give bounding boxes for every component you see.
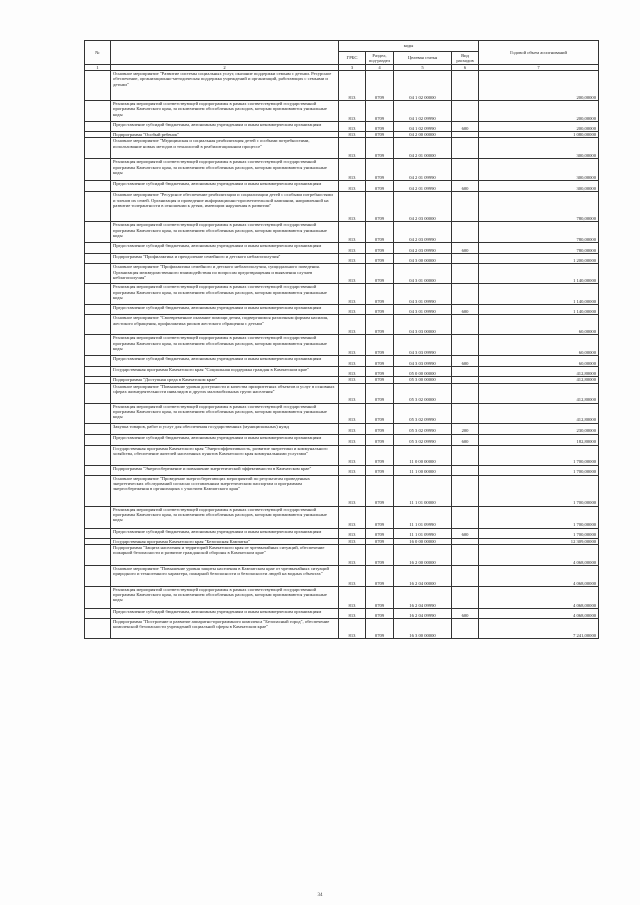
row-target-article-cell: 04 2 00 00000 bbox=[394, 132, 452, 138]
col-number: 2 bbox=[111, 65, 339, 71]
row-num-cell bbox=[85, 403, 111, 423]
row-razdel-cell: 0709 bbox=[366, 565, 394, 586]
row-sum-cell: 4 068,00000 bbox=[479, 565, 599, 586]
row-expense-type-cell bbox=[452, 222, 479, 243]
row-razdel-cell: 0709 bbox=[366, 181, 394, 192]
row-razdel-cell: 0709 bbox=[366, 383, 394, 403]
row-target-article-cell: 11 1 01 09990 bbox=[394, 506, 452, 528]
col-number: 7 bbox=[479, 65, 599, 71]
row-razdel-cell: 0709 bbox=[366, 475, 394, 506]
row-grbs-cell: 813 bbox=[339, 315, 366, 335]
row-razdel-cell: 0709 bbox=[366, 101, 394, 122]
row-razdel-cell: 0709 bbox=[366, 335, 394, 356]
table-row bbox=[85, 192, 599, 222]
row-name-cell: Предоставление субсидий бюджетным, автономным учреждениям и иным некоммерческим организациям bbox=[111, 305, 339, 315]
row-name-cell: Предоставление субсидий бюджетным, автономным учреждениям и иным некоммерческим организациям bbox=[111, 356, 339, 367]
row-num-cell bbox=[85, 475, 111, 506]
table-row bbox=[85, 101, 599, 122]
header-grbs: ГРБС bbox=[339, 52, 366, 65]
row-grbs-cell: 813 bbox=[339, 305, 366, 315]
row-num-cell bbox=[85, 383, 111, 403]
header-vid: Вид расходов bbox=[452, 52, 479, 65]
row-grbs-cell: 813 bbox=[339, 608, 366, 618]
row-sum-cell: 1 700,00000 bbox=[479, 445, 599, 465]
table-row bbox=[85, 138, 599, 159]
row-num-cell bbox=[85, 222, 111, 243]
row-expense-type-cell bbox=[452, 284, 479, 305]
row-sum-cell: 1 700,00000 bbox=[479, 528, 599, 538]
row-grbs-cell: 813 bbox=[339, 159, 366, 181]
row-num-cell bbox=[85, 305, 111, 315]
row-sum-cell: 200,00000 bbox=[479, 71, 599, 101]
row-sum-cell: 780,00000 bbox=[479, 243, 599, 254]
row-grbs-cell: 813 bbox=[339, 538, 366, 544]
row-num-cell bbox=[85, 528, 111, 538]
header-num: № bbox=[85, 41, 111, 65]
row-expense-type-cell bbox=[452, 254, 479, 264]
row-target-article-cell: 04 3 01 09990 bbox=[394, 305, 452, 315]
row-target-article-cell: 16 2 00 00000 bbox=[394, 544, 452, 565]
table-row bbox=[85, 284, 599, 305]
row-target-article-cell: 16 2 04 00000 bbox=[394, 565, 452, 586]
row-name-cell: Реализация мероприятий соответствующей подпрограммы в рамках соответствующей государственной программы Камчатского края, за исключением обособленных расходов, которым присваиваются уникальные коды bbox=[111, 403, 339, 423]
row-name-cell: Предоставление субсидий бюджетным, автономным учреждениям и иным некоммерческим организациям bbox=[111, 122, 339, 132]
row-razdel-cell: 0709 bbox=[366, 159, 394, 181]
row-razdel-cell: 0709 bbox=[366, 544, 394, 565]
row-expense-type-cell bbox=[452, 264, 479, 284]
row-name-cell: Подпрограмма "Особый ребенок" bbox=[111, 132, 339, 138]
row-num-cell bbox=[85, 506, 111, 528]
row-expense-type-cell bbox=[452, 445, 479, 465]
row-num-cell bbox=[85, 159, 111, 181]
col-number: 4 bbox=[366, 65, 394, 71]
row-name-cell: Предоставление субсидий бюджетным, автономным учреждениям и иным некоммерческим организациям bbox=[111, 528, 339, 538]
row-num-cell bbox=[85, 284, 111, 305]
row-sum-cell: 300,00000 bbox=[479, 159, 599, 181]
table-row bbox=[85, 618, 599, 638]
row-razdel-cell: 0709 bbox=[366, 71, 394, 101]
row-razdel-cell: 0709 bbox=[366, 356, 394, 367]
table-row bbox=[85, 434, 599, 445]
row-num-cell bbox=[85, 423, 111, 434]
row-name-cell: Государственная программа Камчатского края "Энергоэффективность, развитие энергетики и коммунального хозяйства, обеспечение жителей населенных пунктов Камчатского края коммунальными услугами" bbox=[111, 445, 339, 465]
header-razdel: Раздел, под-раздел bbox=[366, 52, 394, 65]
table-row bbox=[85, 243, 599, 254]
row-target-article-cell: 05 0 00 00000 bbox=[394, 367, 452, 377]
row-target-article-cell: 05 3 02 09990 bbox=[394, 434, 452, 445]
table-row bbox=[85, 403, 599, 423]
row-name-cell: Реализация мероприятий соответствующей подпрограммы в рамках соответствующей государственной программы Камчатского края, за исключением обособленных расходов, которым присваиваются уникальные коды bbox=[111, 335, 339, 356]
row-expense-type-cell bbox=[452, 465, 479, 475]
row-expense-type-cell bbox=[452, 565, 479, 586]
row-razdel-cell: 0709 bbox=[366, 608, 394, 618]
row-num-cell bbox=[85, 264, 111, 284]
header-name bbox=[111, 41, 339, 65]
row-razdel-cell: 0709 bbox=[366, 284, 394, 305]
header-celevaya: Целевая статья bbox=[394, 52, 452, 65]
row-target-article-cell: 04 2 03 09990 bbox=[394, 243, 452, 254]
row-expense-type-cell: 600 bbox=[452, 122, 479, 132]
row-target-article-cell: 04 2 01 00000 bbox=[394, 138, 452, 159]
row-grbs-cell: 813 bbox=[339, 181, 366, 192]
row-sum-cell: 412,80000 bbox=[479, 403, 599, 423]
header-annual-volume: Годовой объем ассигнований bbox=[479, 41, 599, 65]
row-sum-cell: 12 309,00000 bbox=[479, 538, 599, 544]
row-expense-type-cell: 200 bbox=[452, 423, 479, 434]
row-num-cell bbox=[85, 586, 111, 608]
row-num-cell bbox=[85, 101, 111, 122]
row-grbs-cell: 813 bbox=[339, 528, 366, 538]
table-row bbox=[85, 423, 599, 434]
row-name-cell: Реализация мероприятий соответствующей подпрограммы в рамках соответствующей государственной программы Камчатского края, за исключением обособленных расходов, которым присваиваются уникальные коды bbox=[111, 284, 339, 305]
row-sum-cell: 60,00000 bbox=[479, 356, 599, 367]
row-expense-type-cell bbox=[452, 403, 479, 423]
row-name-cell: Предоставление субсидий бюджетным, автономным учреждениям и иным некоммерческим организациям bbox=[111, 608, 339, 618]
row-razdel-cell: 0709 bbox=[366, 528, 394, 538]
row-sum-cell: 1 140,00000 bbox=[479, 264, 599, 284]
row-target-article-cell: 05 3 02 00000 bbox=[394, 383, 452, 403]
table-row bbox=[85, 335, 599, 356]
row-target-article-cell: 04 2 01 09990 bbox=[394, 181, 452, 192]
row-target-article-cell: 04 1 02 09990 bbox=[394, 122, 452, 132]
row-expense-type-cell bbox=[452, 138, 479, 159]
table-row bbox=[85, 181, 599, 192]
row-razdel-cell: 0709 bbox=[366, 423, 394, 434]
row-expense-type-cell bbox=[452, 159, 479, 181]
row-grbs-cell: 813 bbox=[339, 264, 366, 284]
col-number: 6 bbox=[452, 65, 479, 71]
row-num-cell bbox=[85, 565, 111, 586]
row-expense-type-cell bbox=[452, 506, 479, 528]
row-name-cell: Основное мероприятие "Повышение уровня доступности и качества приоритетных объектов и услуг в основных сферах жизнедеятельности инвалидов и других маломобильных групп населения" bbox=[111, 383, 339, 403]
table-row bbox=[85, 544, 599, 565]
row-sum-cell: 7 241,00000 bbox=[479, 618, 599, 638]
row-razdel-cell: 0709 bbox=[366, 305, 394, 315]
row-grbs-cell: 813 bbox=[339, 367, 366, 377]
row-num-cell bbox=[85, 465, 111, 475]
row-target-article-cell: 16 2 04 09990 bbox=[394, 608, 452, 618]
table-row bbox=[85, 445, 599, 465]
row-num-cell bbox=[85, 367, 111, 377]
row-razdel-cell: 0709 bbox=[366, 254, 394, 264]
row-grbs-cell: 813 bbox=[339, 243, 366, 254]
row-razdel-cell: 0709 bbox=[366, 192, 394, 222]
table-row bbox=[85, 506, 599, 528]
row-num-cell bbox=[85, 192, 111, 222]
row-num-cell bbox=[85, 335, 111, 356]
row-target-article-cell: 11 1 00 00000 bbox=[394, 465, 452, 475]
row-target-article-cell: 04 2 03 09990 bbox=[394, 222, 452, 243]
row-target-article-cell: 04 2 03 00000 bbox=[394, 192, 452, 222]
row-name-cell: Основное мероприятие "Развитие системы социальных услуг, оказание поддержки семьям с детьми. Ресурсное обеспечение, организационно-методическая поддержка учреждений и организаций, работающих с семьями и детьми" bbox=[111, 71, 339, 101]
row-name-cell: Реализация мероприятий соответствующей подпрограммы в рамках соответствующей государственной программы Камчатского края, за исключением обособленных расходов, которым присваиваются уникальные коды bbox=[111, 506, 339, 528]
table-row bbox=[85, 565, 599, 586]
row-sum-cell: 780,00000 bbox=[479, 222, 599, 243]
table-row bbox=[85, 475, 599, 506]
row-num-cell bbox=[85, 254, 111, 264]
row-grbs-cell: 813 bbox=[339, 254, 366, 264]
row-expense-type-cell bbox=[452, 101, 479, 122]
row-razdel-cell: 0709 bbox=[366, 377, 394, 383]
row-grbs-cell: 813 bbox=[339, 506, 366, 528]
row-num-cell bbox=[85, 243, 111, 254]
row-grbs-cell: 813 bbox=[339, 192, 366, 222]
row-name-cell: Предоставление субсидий бюджетным, автономным учреждениям и иным некоммерческим организациям bbox=[111, 243, 339, 254]
row-grbs-cell: 813 bbox=[339, 222, 366, 243]
row-target-article-cell: 05 3 02 09990 bbox=[394, 423, 452, 434]
table-row bbox=[85, 122, 599, 132]
row-razdel-cell: 0709 bbox=[366, 222, 394, 243]
row-expense-type-cell bbox=[452, 383, 479, 403]
row-grbs-cell: 813 bbox=[339, 423, 366, 434]
row-target-article-cell: 04 3 01 09990 bbox=[394, 284, 452, 305]
row-name-cell: Реализация мероприятий соответствующей подпрограммы в рамках соответствующей государственной программы Камчатского края, за исключением обособленных расходов, которым присваиваются уникальные коды bbox=[111, 586, 339, 608]
row-grbs-cell: 813 bbox=[339, 403, 366, 423]
row-sum-cell: 4 068,00000 bbox=[479, 586, 599, 608]
row-razdel-cell: 0709 bbox=[366, 538, 394, 544]
header-codes: коды bbox=[339, 41, 479, 52]
row-expense-type-cell: 600 bbox=[452, 434, 479, 445]
row-name-cell: Государственная программа Камчатского края "Социальная поддержка граждан в Камчатском крае" bbox=[111, 367, 339, 377]
row-grbs-cell: 813 bbox=[339, 122, 366, 132]
table-row bbox=[85, 608, 599, 618]
col-number: 3 bbox=[339, 65, 366, 71]
row-razdel-cell: 0709 bbox=[366, 243, 394, 254]
row-name-cell: Реализация мероприятий соответствующей подпрограммы в рамках соответствующей государственной программы Камчатского края, за исключением обособленных расходов, которым присваиваются уникальные коды bbox=[111, 101, 339, 122]
row-expense-type-cell bbox=[452, 544, 479, 565]
row-target-article-cell: 04 1 02 00000 bbox=[394, 71, 452, 101]
row-sum-cell: 182,80000 bbox=[479, 434, 599, 445]
row-grbs-cell: 813 bbox=[339, 445, 366, 465]
row-num-cell bbox=[85, 618, 111, 638]
table-row bbox=[85, 264, 599, 284]
row-sum-cell: 300,00000 bbox=[479, 138, 599, 159]
row-name-cell: Подпрограмма "Защита населения и территорий Камчатского края от чрезвычайных ситуаций, обеспечение пожарной безопасности и развитие гражданской обороны в Камчатском крае" bbox=[111, 544, 339, 565]
row-razdel-cell: 0709 bbox=[366, 586, 394, 608]
row-num-cell bbox=[85, 138, 111, 159]
row-expense-type-cell bbox=[452, 335, 479, 356]
row-name-cell: Подпрограмма "Доступная среда в Камчатском крае" bbox=[111, 377, 339, 383]
row-name-cell: Подпрограмма "Энергосбережение и повышение энергетической эффективности в Камчатском крае" bbox=[111, 465, 339, 475]
row-target-article-cell: 16 3 00 00000 bbox=[394, 618, 452, 638]
row-target-article-cell: 04 3 03 00000 bbox=[394, 315, 452, 335]
row-grbs-cell: 813 bbox=[339, 138, 366, 159]
row-expense-type-cell bbox=[452, 192, 479, 222]
row-num-cell bbox=[85, 608, 111, 618]
row-target-article-cell: 16 2 04 09990 bbox=[394, 586, 452, 608]
row-sum-cell: 780,00000 bbox=[479, 192, 599, 222]
row-razdel-cell: 0709 bbox=[366, 132, 394, 138]
col-number: 5 bbox=[394, 65, 452, 71]
row-grbs-cell: 813 bbox=[339, 618, 366, 638]
row-num-cell bbox=[85, 71, 111, 101]
row-expense-type-cell: 600 bbox=[452, 305, 479, 315]
row-sum-cell: 1 140,00000 bbox=[479, 284, 599, 305]
row-razdel-cell: 0709 bbox=[366, 445, 394, 465]
row-num-cell bbox=[85, 122, 111, 132]
row-razdel-cell: 0709 bbox=[366, 618, 394, 638]
row-grbs-cell: 813 bbox=[339, 132, 366, 138]
row-grbs-cell: 813 bbox=[339, 544, 366, 565]
row-razdel-cell: 0709 bbox=[366, 138, 394, 159]
table-row bbox=[85, 367, 599, 377]
row-sum-cell: 300,00000 bbox=[479, 181, 599, 192]
row-grbs-cell: 813 bbox=[339, 434, 366, 445]
row-expense-type-cell bbox=[452, 618, 479, 638]
row-expense-type-cell bbox=[452, 315, 479, 335]
row-num-cell bbox=[85, 544, 111, 565]
row-razdel-cell: 0709 bbox=[366, 264, 394, 284]
row-target-article-cell: 04 3 03 09990 bbox=[394, 356, 452, 367]
row-name-cell: Реализация мероприятий соответствующей подпрограммы в рамках соответствующей государственной программы Камчатского края, за исключением обособленных расходов, которым присваиваются уникальные коды bbox=[111, 222, 339, 243]
row-name-cell: Подпрограмма "Профилактика и преодоление семейного и детского неблагополучия" bbox=[111, 254, 339, 264]
row-grbs-cell: 813 bbox=[339, 284, 366, 305]
row-name-cell: Основное мероприятие "Медицинская и социальная реабилитация детей с особыми потребностями, использование новых методов и технологий в реабилитационном процессе" bbox=[111, 138, 339, 159]
row-num-cell bbox=[85, 315, 111, 335]
row-razdel-cell: 0709 bbox=[366, 367, 394, 377]
row-expense-type-cell: 600 bbox=[452, 356, 479, 367]
row-grbs-cell: 813 bbox=[339, 475, 366, 506]
table-row bbox=[85, 159, 599, 181]
table-row bbox=[85, 254, 599, 264]
row-num-cell bbox=[85, 181, 111, 192]
row-expense-type-cell: 600 bbox=[452, 243, 479, 254]
row-grbs-cell: 813 bbox=[339, 586, 366, 608]
page-number: 34 bbox=[317, 893, 323, 898]
row-name-cell: Основное мероприятие "Своевременное оказание помощи детям, подвергшимся различным формам насилия, жестокого обращения, профилактика рисков жестокого обращения с детьми" bbox=[111, 315, 339, 335]
row-sum-cell: 230,00000 bbox=[479, 423, 599, 434]
row-target-article-cell: 04 3 01 00000 bbox=[394, 264, 452, 284]
row-num-cell bbox=[85, 445, 111, 465]
row-expense-type-cell bbox=[452, 475, 479, 506]
row-target-article-cell: 05 3 02 09990 bbox=[394, 403, 452, 423]
table-header-row bbox=[85, 41, 599, 52]
row-razdel-cell: 0709 bbox=[366, 434, 394, 445]
table-row bbox=[85, 528, 599, 538]
row-grbs-cell: 813 bbox=[339, 101, 366, 122]
row-name-cell: Закупка товаров, работ и услуг для обеспечения государственных (муниципальных) нужд bbox=[111, 423, 339, 434]
row-name-cell: Государственная программа Камчатского края "Безопасная Камчатка" bbox=[111, 538, 339, 544]
table-row bbox=[85, 71, 599, 101]
row-expense-type-cell bbox=[452, 367, 479, 377]
row-grbs-cell: 813 bbox=[339, 377, 366, 383]
budget-table bbox=[84, 40, 599, 639]
row-sum-cell: 1 700,00000 bbox=[479, 475, 599, 506]
row-name-cell: Основное мероприятие "Повышение уровня защиты населения в Камчатском крае от чрезвычайных ситуаций природного и техногенного характера, пожарной безопасности и безопасности людей на водных объектах" bbox=[111, 565, 339, 586]
row-name-cell: Подпрограмма "Построение и развитие аппаратно-программного комплекса "Безопасный город", обеспечение комплексной безопасности учреждений социальной сферы в Камчатском крае" bbox=[111, 618, 339, 638]
row-grbs-cell: 813 bbox=[339, 465, 366, 475]
row-name-cell: Предоставление субсидий бюджетным, автономным учреждениям и иным некоммерческим организациям bbox=[111, 434, 339, 445]
row-sum-cell: 412,80000 bbox=[479, 367, 599, 377]
row-expense-type-cell bbox=[452, 586, 479, 608]
row-razdel-cell: 0709 bbox=[366, 403, 394, 423]
row-expense-type-cell: 600 bbox=[452, 608, 479, 618]
row-sum-cell: 1 200,00000 bbox=[479, 254, 599, 264]
row-grbs-cell: 813 bbox=[339, 383, 366, 403]
row-sum-cell: 412,80000 bbox=[479, 383, 599, 403]
col-number: 1 bbox=[85, 65, 111, 71]
row-name-cell: Основное мероприятие "Профилактика семейного и детского неблагополучия, суицидального поведения. Организация межведомственного взаимодействия по вопросам предотвращения и выявления случаев неблагополучия" bbox=[111, 264, 339, 284]
row-expense-type-cell: 600 bbox=[452, 181, 479, 192]
row-razdel-cell: 0709 bbox=[366, 122, 394, 132]
table-row bbox=[85, 356, 599, 367]
row-sum-cell: 4 068,00000 bbox=[479, 544, 599, 565]
row-sum-cell: 412,80000 bbox=[479, 377, 599, 383]
row-num-cell bbox=[85, 356, 111, 367]
row-num-cell bbox=[85, 434, 111, 445]
row-sum-cell: 1 700,00000 bbox=[479, 465, 599, 475]
row-sum-cell: 4 068,00000 bbox=[479, 608, 599, 618]
row-target-article-cell: 11 1 01 09990 bbox=[394, 528, 452, 538]
row-grbs-cell: 813 bbox=[339, 565, 366, 586]
row-target-article-cell: 05 3 00 00000 bbox=[394, 377, 452, 383]
row-sum-cell: 1 700,00000 bbox=[479, 506, 599, 528]
row-razdel-cell: 0709 bbox=[366, 315, 394, 335]
row-name-cell: Предоставление субсидий бюджетным, автономным учреждениям и иным некоммерческим организациям bbox=[111, 181, 339, 192]
row-grbs-cell: 813 bbox=[339, 71, 366, 101]
row-grbs-cell: 813 bbox=[339, 356, 366, 367]
row-sum-cell: 200,00000 bbox=[479, 101, 599, 122]
row-target-article-cell: 04 2 01 09990 bbox=[394, 159, 452, 181]
row-name-cell: Основное мероприятие "Ресурсное обеспечение реабилитации и социализации детей с особыми потребностями и членов их семей. Организация и проведение информационно-просветительской кампании, направленной на развитие толерантности в отношении к детям, имеющим нарушения в развитии" bbox=[111, 192, 339, 222]
row-name-cell: Реализация мероприятий соответствующей подпрограммы в рамках соответствующей государственной программы Камчатского края, за исключением обособленных расходов, которым присваиваются уникальные коды bbox=[111, 159, 339, 181]
row-razdel-cell: 0709 bbox=[366, 465, 394, 475]
row-expense-type-cell: 600 bbox=[452, 528, 479, 538]
row-target-article-cell: 16 0 00 00000 bbox=[394, 538, 452, 544]
row-expense-type-cell bbox=[452, 71, 479, 101]
row-grbs-cell: 813 bbox=[339, 335, 366, 356]
row-target-article-cell: 11 1 01 00000 bbox=[394, 475, 452, 506]
row-sum-cell: 60,00000 bbox=[479, 335, 599, 356]
row-sum-cell: 1 140,00000 bbox=[479, 305, 599, 315]
table-row bbox=[85, 465, 599, 475]
table-row bbox=[85, 586, 599, 608]
row-sum-cell: 60,00000 bbox=[479, 315, 599, 335]
row-target-article-cell: 04 3 03 09990 bbox=[394, 335, 452, 356]
row-target-article-cell: 11 0 00 00000 bbox=[394, 445, 452, 465]
row-sum-cell: 1 080,00000 bbox=[479, 132, 599, 138]
table-row bbox=[85, 222, 599, 243]
row-sum-cell: 200,00000 bbox=[479, 122, 599, 132]
table-row bbox=[85, 383, 599, 403]
row-name-cell: Основное мероприятие "Проведение энергосберегающих мероприятий по результатам проведенных энергетических обследований согласно составленным энергетическим паспортам и программам энергосбережения в организациях с участием Камчатского края" bbox=[111, 475, 339, 506]
row-target-article-cell: 04 1 02 09990 bbox=[394, 101, 452, 122]
row-target-article-cell: 04 3 00 00000 bbox=[394, 254, 452, 264]
row-razdel-cell: 0709 bbox=[366, 506, 394, 528]
table-row bbox=[85, 305, 599, 315]
table-row bbox=[85, 315, 599, 335]
